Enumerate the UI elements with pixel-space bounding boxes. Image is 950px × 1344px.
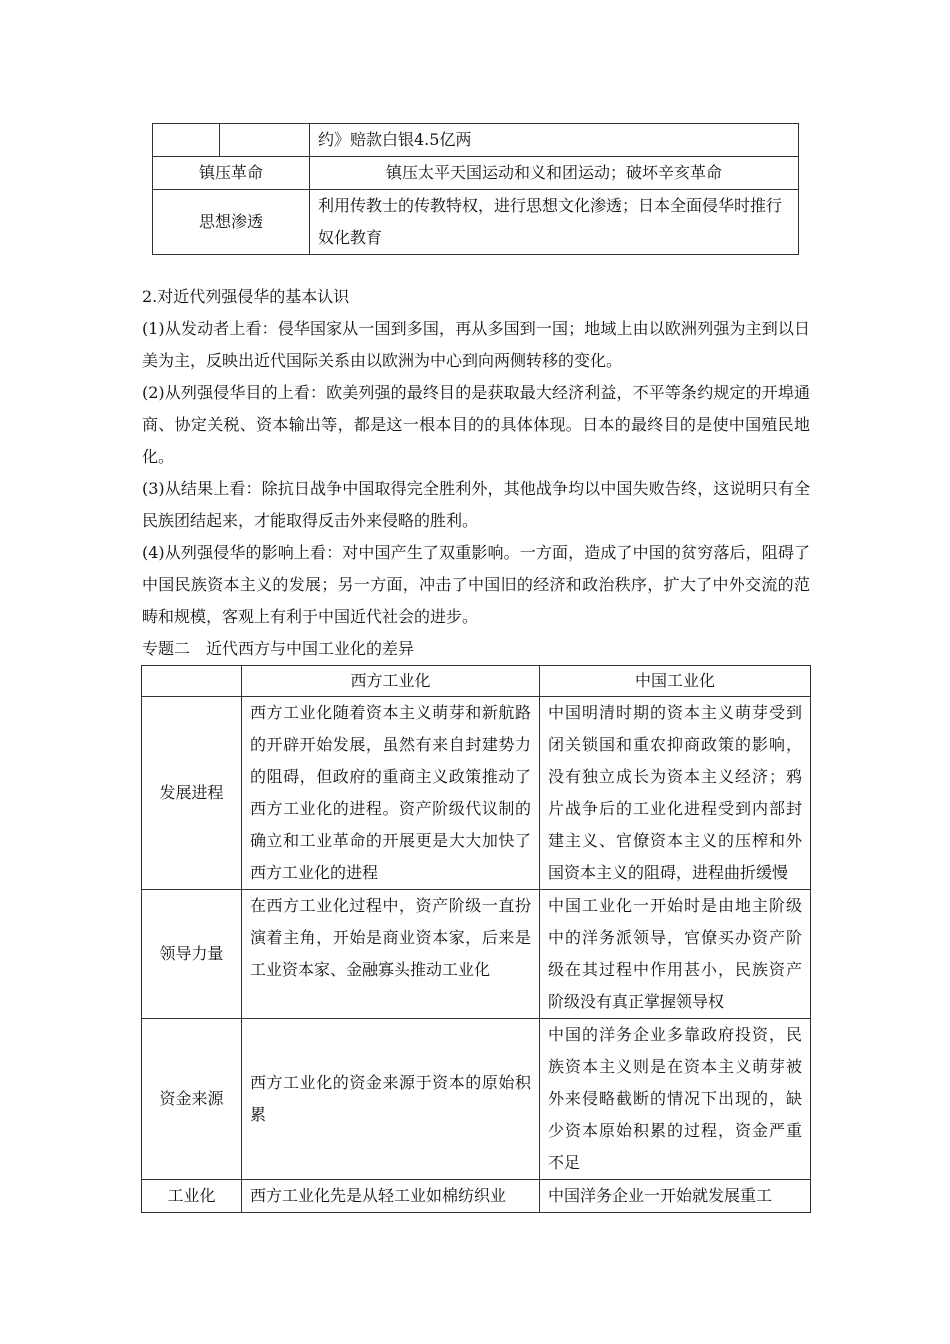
row-label-leadership: 领导力量 (142, 890, 242, 1019)
header-cell-empty (142, 666, 242, 697)
china-cell: 中国的洋务企业多靠政府投资，民族资本主义则是在资本主义萌芽被外来侵略截断的情况下出现的，缺少资本原始积累的过程，资金严重不足 (540, 1019, 811, 1180)
west-cell: 西方工业化随着资本主义萌芽和新航路的开辟开始发展，虽然有来自封建势力的阻碍，但政府的重商主义政策推动了西方工业化的进程。资产阶级代议制的确立和工业革命的开展更是大大加快了西方工业化的进程 (242, 697, 540, 890)
table-row (142, 697, 811, 890)
west-cell: 西方工业化先是从轻工业如棉纺织业 (242, 1180, 540, 1213)
west-cell: 在西方工业化过程中，资产阶级一直扮演着主角，开始是商业资本家，后来是工业资本家、金融寡头推动工业化 (242, 890, 540, 1019)
table-row (153, 157, 799, 190)
china-cell: 中国洋务企业一开始就发展重工 (540, 1180, 811, 1213)
row-label-ideological-infiltration: 思想渗透 (153, 190, 310, 255)
table-row (142, 890, 811, 1019)
industrialization-comparison-table (141, 665, 811, 1213)
header-china: 中国工业化 (540, 666, 811, 697)
paragraph-2: (2)从列强侵华目的上看：欧美列强的最终目的是获取最大经济利益，不平等条约规定的开埠通商、协定关税、资本输出等，都是这一根本目的的具体体现。日本的最终目的是使中国殖民地化。 (142, 383, 810, 466)
row-label-development: 发展进程 (142, 697, 242, 890)
table-row (142, 1180, 811, 1213)
section-heading: 2.对近代列强侵华的基本认识 (142, 287, 350, 306)
table-cell-empty (220, 124, 310, 157)
table-cell: 镇压太平天国运动和义和团运动；破坏辛亥革命 (310, 157, 799, 190)
table-cell-empty (153, 124, 220, 157)
table-cell: 利用传教士的传教特权，进行思想文化渗透；日本全面侵华时推行奴化教育 (310, 190, 799, 255)
table-row (153, 190, 799, 255)
table-cell: 约》赔款白银4.5亿两 (310, 124, 799, 157)
table-row (142, 1019, 811, 1180)
table-row (153, 124, 799, 157)
china-cell: 中国明清时期的资本主义萌芽受到闭关锁国和重农抑商政策的影响，没有独立成长为资本主义经济；鸦片战争后的工业化进程受到内部封建主义、官僚资本主义的压榨和外国资本主义的阻碍，进程曲折缓慢 (540, 697, 811, 890)
paragraph-3: (3)从结果上看：除抗日战争中国取得完全胜利外，其他战争均以中国失败告终，这说明只有全民族团结起来，才能取得反击外来侵略的胜利。 (142, 479, 810, 530)
invasion-summary-table (152, 123, 799, 255)
row-label-suppress-revolution: 镇压革命 (153, 157, 310, 190)
paragraph-4: (4)从列强侵华的影响上看：对中国产生了双重影响。一方面，造成了中国的贫穷落后，阻碍了中国民族资本主义的发展；另一方面，冲击了中国旧的经济和政治秩序，扩大了中外交流的范畴和规模，客观上有利于中国近代社会的进步。 (142, 543, 810, 626)
paragraph-1: (1)从发动者上看：侵华国家从一国到多国，再从多国到一国；地域上由以欧洲列强为主到以日美为主，反映出近代国际关系由以欧洲为中心到向两侧转移的变化。 (142, 319, 810, 370)
topic-title: 专题二 近代西方与中国工业化的差异 (142, 639, 415, 658)
row-label-funding: 资金来源 (142, 1019, 242, 1180)
china-cell: 中国工业化一开始时是由地主阶级中的洋务派领导，官僚买办资产阶级在其过程中作用甚小，民族资产阶级没有真正掌握领导权 (540, 890, 811, 1019)
header-west: 西方工业化 (242, 666, 540, 697)
table-header-row (142, 666, 811, 697)
west-cell: 西方工业化的资金来源于资本的原始积累 (242, 1019, 540, 1180)
row-label-industrialization: 工业化 (142, 1180, 242, 1213)
